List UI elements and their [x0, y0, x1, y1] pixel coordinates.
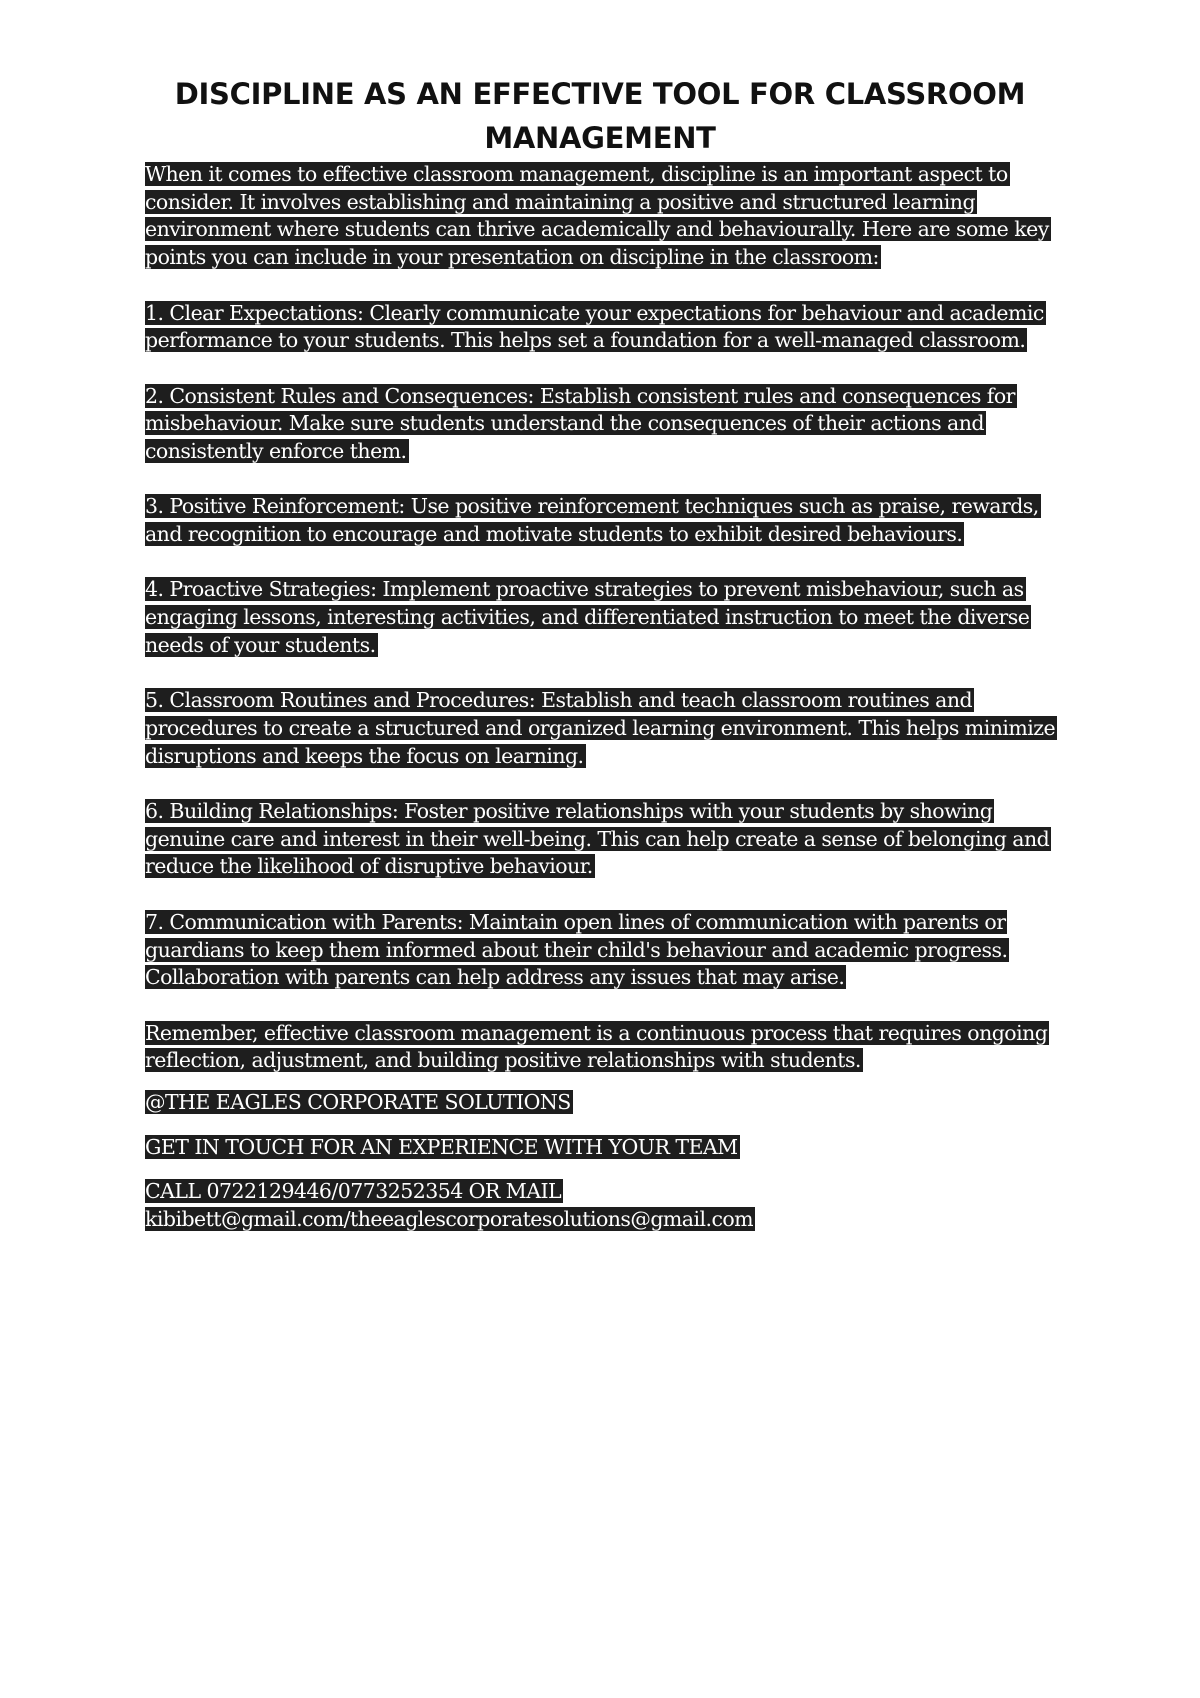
- intro-text: When it comes to effective classroom management, discipline is an important aspect to consider. It involves establishing and maintaining a positive and structured learning environment where students can thrive academically and behaviourally. Here are some key points you can include in your presentation on discipline in the classroom:: [145, 162, 1049, 270]
- contact-phone-text: CALL 0722129446/0773252354 OR MAIL: [145, 1179, 562, 1204]
- closing-paragraph: [145, 1020, 1065, 1075]
- contact-email-text: kibibett@gmail.com/theeaglescorporatesolutions@gmail.com: [145, 1207, 754, 1232]
- point-6: [145, 798, 1065, 881]
- point-text: 2. Consistent Rules and Consequences: Establish consistent rules and consequences for misbehaviour. Make sure students understand the consequences of their actions and consistently enforce them.: [145, 383, 1015, 463]
- tagline-text: GET IN TOUCH FOR AN EXPERIENCE WITH YOUR TEAM: [145, 1134, 738, 1159]
- footer-company: [145, 1089, 1065, 1117]
- intro-paragraph: [145, 161, 1065, 272]
- point-7: [145, 909, 1065, 992]
- point-text: 1. Clear Expectations: Clearly communicate your expectations for behaviour and academic performance to your students. This helps set a foundation for a well-managed classroom.: [145, 300, 1044, 353]
- point-3: [145, 493, 1065, 548]
- point-text: 5. Classroom Routines and Procedures: Establish and teach classroom routines and procedures to create a structured and organized learning environment. This helps minimize disruptions and keeps the focus on learning.: [145, 688, 1056, 768]
- point-text: 3. Positive Reinforcement: Use positive reinforcement techniques such as praise, rewards, and recognition to encourage and motivate students to exhibit desired behaviours.: [145, 494, 1039, 547]
- company-name: @THE EAGLES CORPORATE SOLUTIONS: [145, 1090, 571, 1115]
- point-4: [145, 576, 1065, 659]
- point-text: 4. Proactive Strategies: Implement proactive strategies to prevent misbehaviour, such as engaging lessons, interesting activities, and differentiated instruction to meet the diverse needs of your students.: [145, 577, 1030, 657]
- point-text: 6. Building Relationships: Foster positive relationships with your students by showing genuine care and interest in their well-being. This can help create a sense of belonging and reduce the likelihood of disruptive behaviour.: [145, 799, 1050, 879]
- document-body: [145, 161, 1065, 1251]
- point-2: [145, 383, 1065, 466]
- point-1: [145, 300, 1065, 355]
- point-text: 7. Communication with Parents: Maintain open lines of communication with parents or guardians to keep them informed about their child's behaviour and academic progress. Collaboration with parents can help address any issues that may arise.: [145, 909, 1008, 990]
- footer-tagline: [145, 1134, 1065, 1162]
- point-5: [145, 687, 1065, 770]
- footer-contact: [145, 1178, 1065, 1233]
- document-title: DISCIPLINE AS AN EFFECTIVE TOOL FOR CLASSROOM MANAGEMENT: [174, 77, 1026, 155]
- closing-text: Remember, effective classroom management is a continuous process that requires ongoing reflection, adjustment, and building positive relationships with students.: [145, 1020, 1048, 1073]
